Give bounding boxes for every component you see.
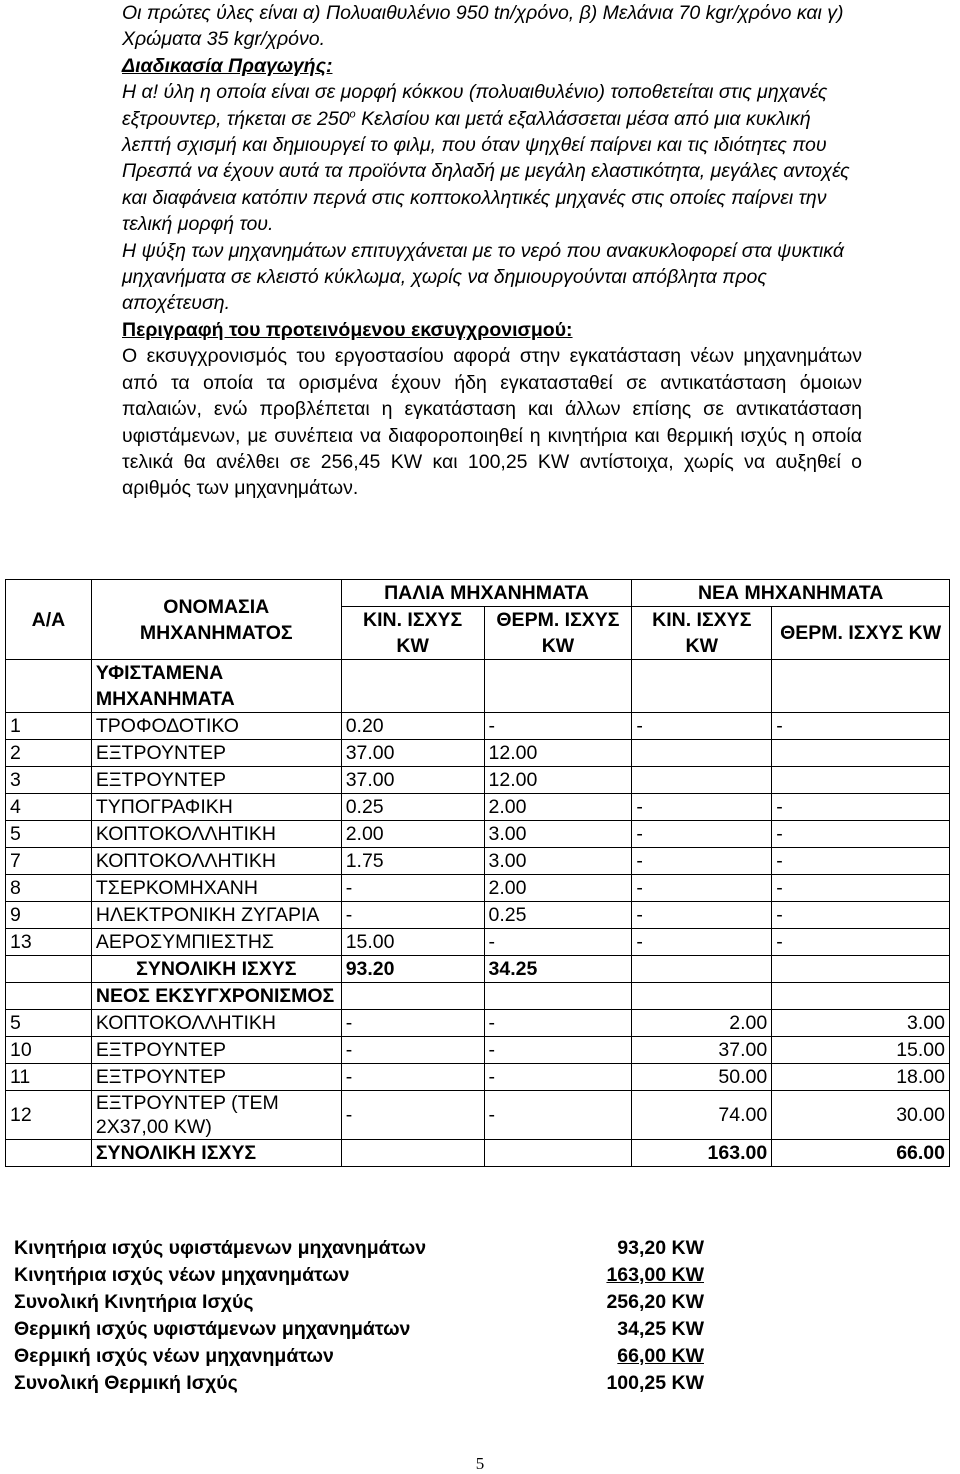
old-thermal-power: 2.00 (484, 875, 632, 902)
machine-name: ΕΞΤΡΟΥΝΤΕΡ (91, 1037, 341, 1064)
new-kinetic-power: 50.00 (632, 1064, 772, 1091)
table-header-row (6, 580, 950, 607)
summary-value: 93,20 KW (617, 1237, 704, 1259)
machine-name: ΑΕΡΟΣΥΜΠΙΕΣΤΗΣ (91, 929, 341, 956)
existing-total-row (6, 956, 950, 983)
header-old-thermal-power: ΘΕΡΜ. ΙΣΧΥΣ KW (484, 607, 632, 660)
empty-cell (484, 983, 632, 1010)
table-row (6, 1010, 950, 1037)
new-thermal-power: 18.00 (772, 1064, 950, 1091)
new-thermal-power: 30.00 (772, 1091, 950, 1140)
row-number: 3 (6, 767, 92, 794)
summary-row (14, 1370, 704, 1397)
summary-label: Συνολική Κινητήρια Ισχύς (14, 1291, 254, 1313)
row-number: 12 (6, 1091, 92, 1140)
table-row (6, 740, 950, 767)
summary-row (14, 1289, 704, 1316)
summary-label: Συνολική Θερμική Ισχύς (14, 1372, 238, 1394)
power-summary-body (14, 1235, 704, 1397)
new-total-new-kinetic: 163.00 (632, 1140, 772, 1167)
machine-name: ΕΞΤΡΟΥΝΤΕΡ (91, 740, 341, 767)
summary-value: 100,25 KW (606, 1372, 704, 1394)
old-kinetic-power: 2.00 (341, 821, 484, 848)
new-kinetic-power: 37.00 (632, 1037, 772, 1064)
table-row (6, 1091, 950, 1140)
machine-name: ΕΞΤΡΟΥΝΤΕΡ (91, 1064, 341, 1091)
empty-cell (6, 1140, 92, 1167)
table-row (6, 1037, 950, 1064)
old-kinetic-power: 0.20 (341, 713, 484, 740)
machine-name: ΚΟΠΤΟΚΟΛΛΗΤΙΚΗ (91, 1010, 341, 1037)
machine-name: ΕΞΤΡΟΥΝΤΕΡ (91, 767, 341, 794)
header-new-thermal-power: ΘΕΡΜ. ΙΣΧΥΣ KW (772, 607, 950, 660)
production-process-paragraph (122, 79, 862, 237)
section-existing-label: ΥΦΙΣΤΑΜΕΝΑ ΜΗΧΑΝΗΜΑΤΑ (91, 660, 341, 713)
modernization-paragraph: Ο εκσυγχρονισμός του εργοστασίου αφορά στην εγκατάσταση νέων μηχανημάτων από τα οποία τα ορισμένα έχουν ήδη εγκατασταθεί σε αντικατάσταση όμοιων παλαιών, ενώ προβλέπεται η εγκατάσταση και άλλων επίσης σε αντικατάσταση υφιστάμενων, με συνέπεια να διαφοροποιηθεί η κινητήρια και θερμική ισχύς η οποία τελικά θα ανέλθει σε 256,45 KW και 100,25 KW αντίστοιχα, χωρίς να αυξηθεί ο αριθμός των μηχανημάτων. (122, 345, 862, 500)
power-summary (14, 1235, 704, 1397)
page-number: 5 (475, 1454, 485, 1473)
new-thermal-power: - (772, 821, 950, 848)
row-number: 5 (6, 821, 92, 848)
new-total-new-thermal: 66.00 (772, 1140, 950, 1167)
table-row (6, 848, 950, 875)
new-thermal-power: - (772, 713, 950, 740)
empty-cell (341, 1140, 484, 1167)
modernization-heading: Περιγραφή του προτεινόμενου εκσυγχρονισμού: (122, 318, 573, 341)
summary-value: 34,25 KW (617, 1318, 704, 1340)
empty-cell (632, 983, 772, 1010)
row-number: 8 (6, 875, 92, 902)
new-kinetic-power: - (632, 821, 772, 848)
empty-cell (772, 983, 950, 1010)
summary-row (14, 1235, 704, 1262)
new-thermal-power: 3.00 (772, 1010, 950, 1037)
machine-name: ΤΥΠΟΓΡΑΦΙΚΗ (91, 794, 341, 821)
old-thermal-power: - (484, 1037, 632, 1064)
header-old-machines: ΠΑΛΙΑ ΜΗΧΑΝΗΜΑΤΑ (341, 580, 632, 607)
new-total-label: ΣΥΝΟΛΙΚΗ ΙΣΧΥΣ (91, 1140, 341, 1167)
row-number: 13 (6, 929, 92, 956)
summary-value: 163,00 KW (606, 1264, 704, 1286)
old-thermal-power: - (484, 929, 632, 956)
summary-label: Κινητήρια ισχύς νέων μηχανημάτων (14, 1264, 350, 1286)
summary-value: 66,00 KW (617, 1345, 704, 1367)
new-kinetic-power: - (632, 929, 772, 956)
old-thermal-power: 3.00 (484, 848, 632, 875)
summary-row (14, 1343, 704, 1370)
old-thermal-power: 12.00 (484, 767, 632, 794)
summary-row (14, 1262, 704, 1289)
header-new-machines: ΝΕΑ ΜΗΧΑΝΗΜΑΤΑ (632, 580, 950, 607)
old-thermal-power: - (484, 713, 632, 740)
section-row-new (6, 983, 950, 1010)
process-text-part-a: Η α! ύλη η οποία είναι σε μορφή κόκκου (πολυαιθυλένιο) τοποθετείται στις μηχανές εξτρουντερ, τήκεται σε 250 (122, 81, 828, 130)
new-thermal-power (772, 740, 950, 767)
empty-cell (6, 983, 92, 1010)
old-kinetic-power: - (341, 875, 484, 902)
old-thermal-power: 2.00 (484, 794, 632, 821)
old-thermal-power: - (484, 1010, 632, 1037)
machinery-table (5, 579, 950, 1167)
table-row (6, 902, 950, 929)
old-kinetic-power: - (341, 1091, 484, 1140)
table-row (6, 1064, 950, 1091)
machine-name: ΗΛΕΚΤΡΟΝΙΚΗ ΖΥΓΑΡΙΑ (91, 902, 341, 929)
row-number: 5 (6, 1010, 92, 1037)
production-process-heading: Διαδικασία Πραγωγής: (122, 54, 333, 77)
empty-cell (772, 660, 950, 713)
new-total-row (6, 1140, 950, 1167)
process-text-part-b: Κελσίου και μετά εξαλλάσσεται μέσα από μια κυκλική λεπτή σχισμή και δημιουργεί το φιλμ, που όταν ψηχθεί παίρνει και τις ιδιότητες που Πρεσπά να έχουν αυτά τα προϊόντα δηλαδή με μεγάλη ελαστικότητα, μεγάλες αντοχές και διαφάνεια κατόπιν περνά στις κοπτοκολλητικές μηχανές στις οποίες παίρνει την τελική μορφή του. (122, 107, 850, 236)
new-thermal-power: - (772, 929, 950, 956)
table-row (6, 875, 950, 902)
empty-cell (772, 956, 950, 983)
row-number: 4 (6, 794, 92, 821)
row-number: 10 (6, 1037, 92, 1064)
section-new-label: ΝΕΟΣ ΕΚΣΥΓΧΡΟΝΙΣΜΟΣ (91, 983, 341, 1010)
existing-total-label: ΣΥΝΟΛΙΚΗ ΙΣΧΥΣ (91, 956, 341, 983)
summary-label: Θερμική ισχύς νέων μηχανημάτων (14, 1345, 334, 1367)
table-row (6, 794, 950, 821)
empty-cell (6, 660, 92, 713)
new-thermal-power: - (772, 794, 950, 821)
header-new-kinetic-power: ΚΙΝ. ΙΣΧΥΣ KW (632, 607, 772, 660)
new-thermal-power: 15.00 (772, 1037, 950, 1064)
old-thermal-power: 12.00 (484, 740, 632, 767)
old-thermal-power: - (484, 1064, 632, 1091)
row-number: 7 (6, 848, 92, 875)
new-thermal-power: - (772, 902, 950, 929)
section-row-existing (6, 660, 950, 713)
new-kinetic-power (632, 767, 772, 794)
empty-cell (484, 660, 632, 713)
cooling-paragraph: Η ψύξη των μηχανημάτων επιτυγχάνεται με το νερό που ανακυκλοφορεί στα ψυκτικά μηχανήματα σε κλειστό κύκλωμα, χωρίς να δημιουργούνται απόβλητα προς αποχέτευση. (122, 239, 844, 315)
table-row (6, 767, 950, 794)
summary-row (14, 1316, 704, 1343)
machine-name: ΚΟΠΤΟΚΟΛΛΗΤΙΚΗ (91, 821, 341, 848)
row-number: 11 (6, 1064, 92, 1091)
new-kinetic-power: - (632, 794, 772, 821)
table-row (6, 821, 950, 848)
existing-total-old-kinetic: 93.20 (341, 956, 484, 983)
summary-value: 256,20 KW (606, 1291, 704, 1313)
machinery-table-body (6, 580, 950, 1167)
row-number: 9 (6, 902, 92, 929)
machine-name: ΕΞΤΡΟΥΝΤΕΡ (ΤΕΜ 2Χ37,00 KW) (91, 1091, 341, 1140)
old-kinetic-power: 37.00 (341, 767, 484, 794)
machine-name: ΤΣΕΡΚΟΜΗΧΑΝΗ (91, 875, 341, 902)
new-kinetic-power: - (632, 875, 772, 902)
new-kinetic-power (632, 740, 772, 767)
old-thermal-power: 3.00 (484, 821, 632, 848)
row-number: 2 (6, 740, 92, 767)
empty-cell (6, 956, 92, 983)
header-aa: Α/Α (6, 580, 92, 660)
machine-name: ΤΡΟΦΟΔΟΤΙΚΟ (91, 713, 341, 740)
header-machine-name: ΟΝΟΜΑΣΙΑ ΜΗΧΑΝΗΜΑΤΟΣ (91, 580, 341, 660)
new-thermal-power: - (772, 875, 950, 902)
body-text (122, 0, 862, 502)
raw-materials-paragraph: Οι πρώτες ύλες είναι α) Πολυαιθυλένιο 950 tn/χρόνο, β) Μελάνια 70 kgr/χρόνο και γ) Χρώματα 35 kgr/χρόνο. (122, 2, 844, 51)
old-kinetic-power: - (341, 1037, 484, 1064)
empty-cell (341, 983, 484, 1010)
row-number: 1 (6, 713, 92, 740)
empty-cell (632, 660, 772, 713)
table-row (6, 713, 950, 740)
new-kinetic-power: 2.00 (632, 1010, 772, 1037)
empty-cell (341, 660, 484, 713)
old-thermal-power: - (484, 1091, 632, 1140)
old-kinetic-power: - (341, 902, 484, 929)
new-kinetic-power: - (632, 902, 772, 929)
new-thermal-power: - (772, 848, 950, 875)
old-kinetic-power: - (341, 1064, 484, 1091)
summary-label: Θερμική ισχύς υφιστάμενων μηχανημάτων (14, 1318, 411, 1340)
new-thermal-power (772, 767, 950, 794)
degree-superscript: ο (349, 108, 356, 121)
header-old-kinetic-power: ΚΙΝ. ΙΣΧΥΣ KW (341, 607, 484, 660)
old-thermal-power: 0.25 (484, 902, 632, 929)
machine-name: ΚΟΠΤΟΚΟΛΛΗΤΙΚΗ (91, 848, 341, 875)
empty-cell (632, 956, 772, 983)
new-kinetic-power: - (632, 713, 772, 740)
existing-total-old-thermal: 34.25 (484, 956, 632, 983)
old-kinetic-power: 0.25 (341, 794, 484, 821)
table-row (6, 929, 950, 956)
old-kinetic-power: - (341, 1010, 484, 1037)
new-kinetic-power: - (632, 848, 772, 875)
empty-cell (484, 1140, 632, 1167)
new-kinetic-power: 74.00 (632, 1091, 772, 1140)
old-kinetic-power: 1.75 (341, 848, 484, 875)
summary-label: Κινητήρια ισχύς υφιστάμενων μηχανημάτων (14, 1237, 427, 1259)
old-kinetic-power: 15.00 (341, 929, 484, 956)
old-kinetic-power: 37.00 (341, 740, 484, 767)
